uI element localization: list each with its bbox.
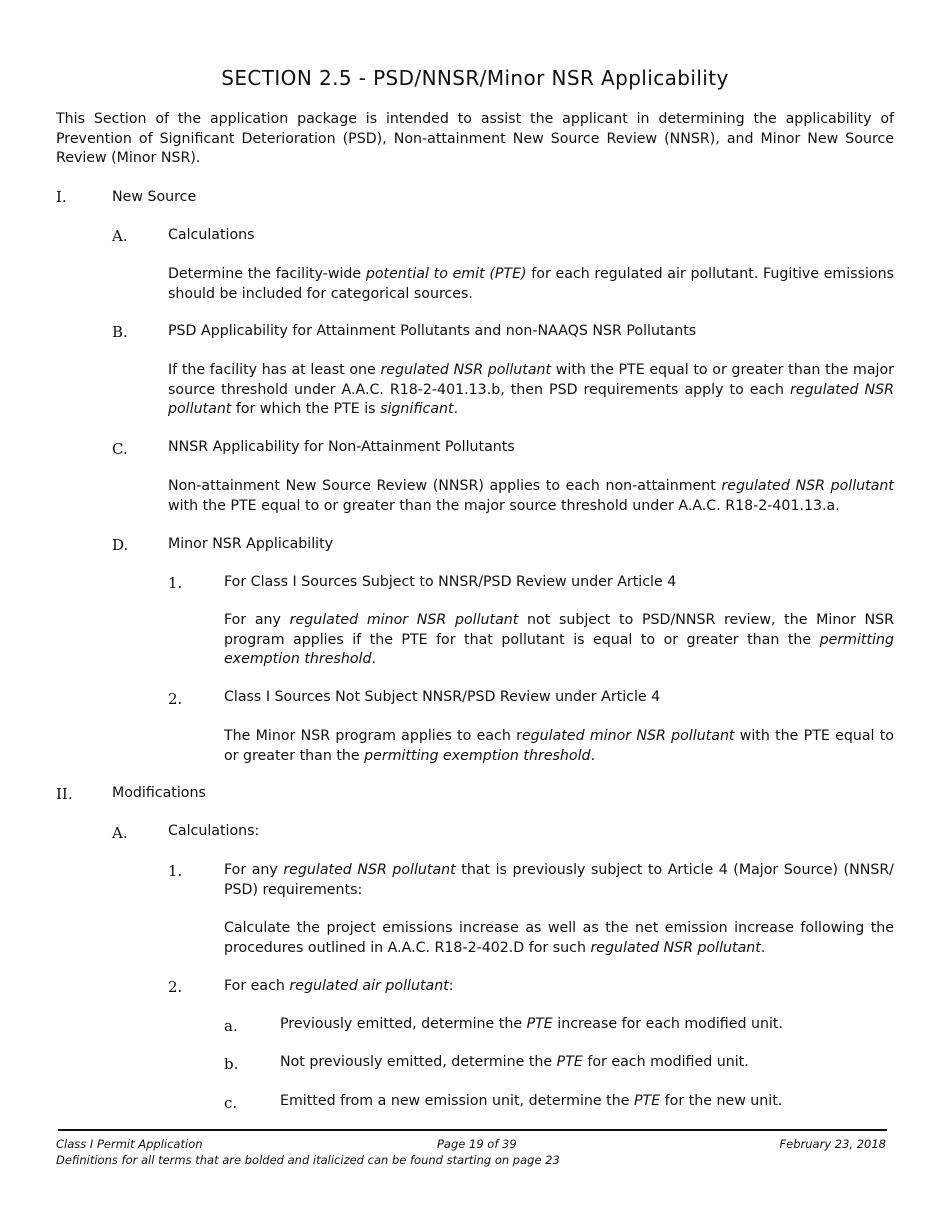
item-2a2a-text: Previously emitted, determine the PTE increase for each modified unit. — [280, 1016, 783, 1032]
page-title: SECTION 2.5 - PSD/NNSR/Minor NSR Applicability — [221, 66, 729, 90]
item-2a1-calculation: Calculate the project emissions increase as well as the net emission increase following the procedures outlined in A.A.C. R18-2-402.D for such regulated NSR pollutant. — [224, 920, 894, 956]
item-1b-mark: B. — [112, 323, 128, 341]
item-2a-heading: Calculations: — [168, 823, 260, 839]
item-1a-mark: A. — [112, 227, 128, 245]
item-2a2b-text: Not previously emitted, determine the PTE for each modified unit. — [280, 1054, 749, 1070]
item-1d2-mark: 2. — [168, 690, 183, 708]
item-1a-body: Determine the facility-wide potential to emit (PTE) for each regulated air pollutant. Fugitive emissions should be included for categorical sources. — [168, 266, 894, 302]
footer-definitions-note: Definitions for all terms that are bolded and italicized can be found starting on page 23 — [56, 1153, 560, 1167]
item-2a-mark: A. — [112, 824, 128, 842]
item-1c-body: Non-attainment New Source Review (NNSR) applies to each non-attainment regulated NSR pollutant with the PTE equal to or greater than the major source threshold under A.A.C. R18-2-401.13.a. — [168, 478, 894, 514]
item-2a1-mark: 1. — [168, 862, 183, 880]
item-1c-heading: NNSR Applicability for Non-Attainment Pollutants — [168, 439, 515, 455]
item-1d1-mark: 1. — [168, 574, 183, 592]
item-2a2c-text: Emitted from a new emission unit, determine the PTE for the new unit. — [280, 1093, 783, 1109]
item-1b-heading: PSD Applicability for Attainment Pollutants and non-NAAQS NSR Pollutants — [168, 323, 697, 339]
item-1d1-body: For any regulated minor NSR pollutant not subject to PSD/NNSR review, the Minor NSR program applies if the PTE for that pollutant is equal to or greater than the permitting exemption threshold. — [224, 612, 894, 667]
section-2-number: II. — [56, 785, 73, 803]
footer-page-number: Page 19 of 39 — [437, 1137, 517, 1151]
section-2-heading: Modifications — [112, 785, 206, 801]
item-1d1-heading: For Class I Sources Subject to NNSR/PSD Review under Article 4 — [224, 574, 677, 590]
item-1c-mark: C. — [112, 440, 128, 458]
item-1d-heading: Minor NSR Applicability — [168, 536, 334, 552]
intro-paragraph: This Section of the application package is intended to assist the applicant in determining the applicability of Prevention of Significant Deterioration (PSD), Non-attainment New Source Review (NNSR), and Minor New Source Review (Minor NSR). — [56, 111, 894, 166]
section-1-number: I. — [56, 188, 67, 206]
item-2a2-body: For each regulated air pollutant: — [224, 978, 454, 994]
item-2a2-mark: 2. — [168, 978, 183, 996]
item-2a2b-mark: b. — [224, 1055, 239, 1073]
item-1d2-heading: Class I Sources Not Subject NNSR/PSD Review under Article 4 — [224, 689, 661, 705]
section-1-heading: New Source — [112, 189, 197, 205]
item-1b-body: If the facility has at least one regulated NSR pollutant with the PTE equal to or greater than the major source threshold under A.A.C. R18-2-401.13.b, then PSD requirements apply to each regulated NSR pollutant for which the PTE is significant. — [168, 362, 894, 417]
item-1d2-body: The Minor NSR program applies to each regulated minor NSR pollutant with the PTE equal to or greater than the permitting exemption threshold. — [224, 728, 894, 764]
footer-date: February 23, 2018 — [779, 1137, 886, 1151]
item-2a2a-mark: a. — [224, 1017, 238, 1035]
item-1a-heading: Calculations — [168, 227, 255, 243]
item-2a1-body: For any regulated NSR pollutant that is previously subject to Article 4 (Major Source) (NNSR/ PSD) requirements: — [224, 862, 894, 898]
footer-document-name: Class I Permit Application — [56, 1137, 203, 1151]
item-1d-mark: D. — [112, 536, 129, 554]
item-2a2c-mark: c. — [224, 1094, 238, 1112]
footer-divider — [58, 1129, 887, 1131]
